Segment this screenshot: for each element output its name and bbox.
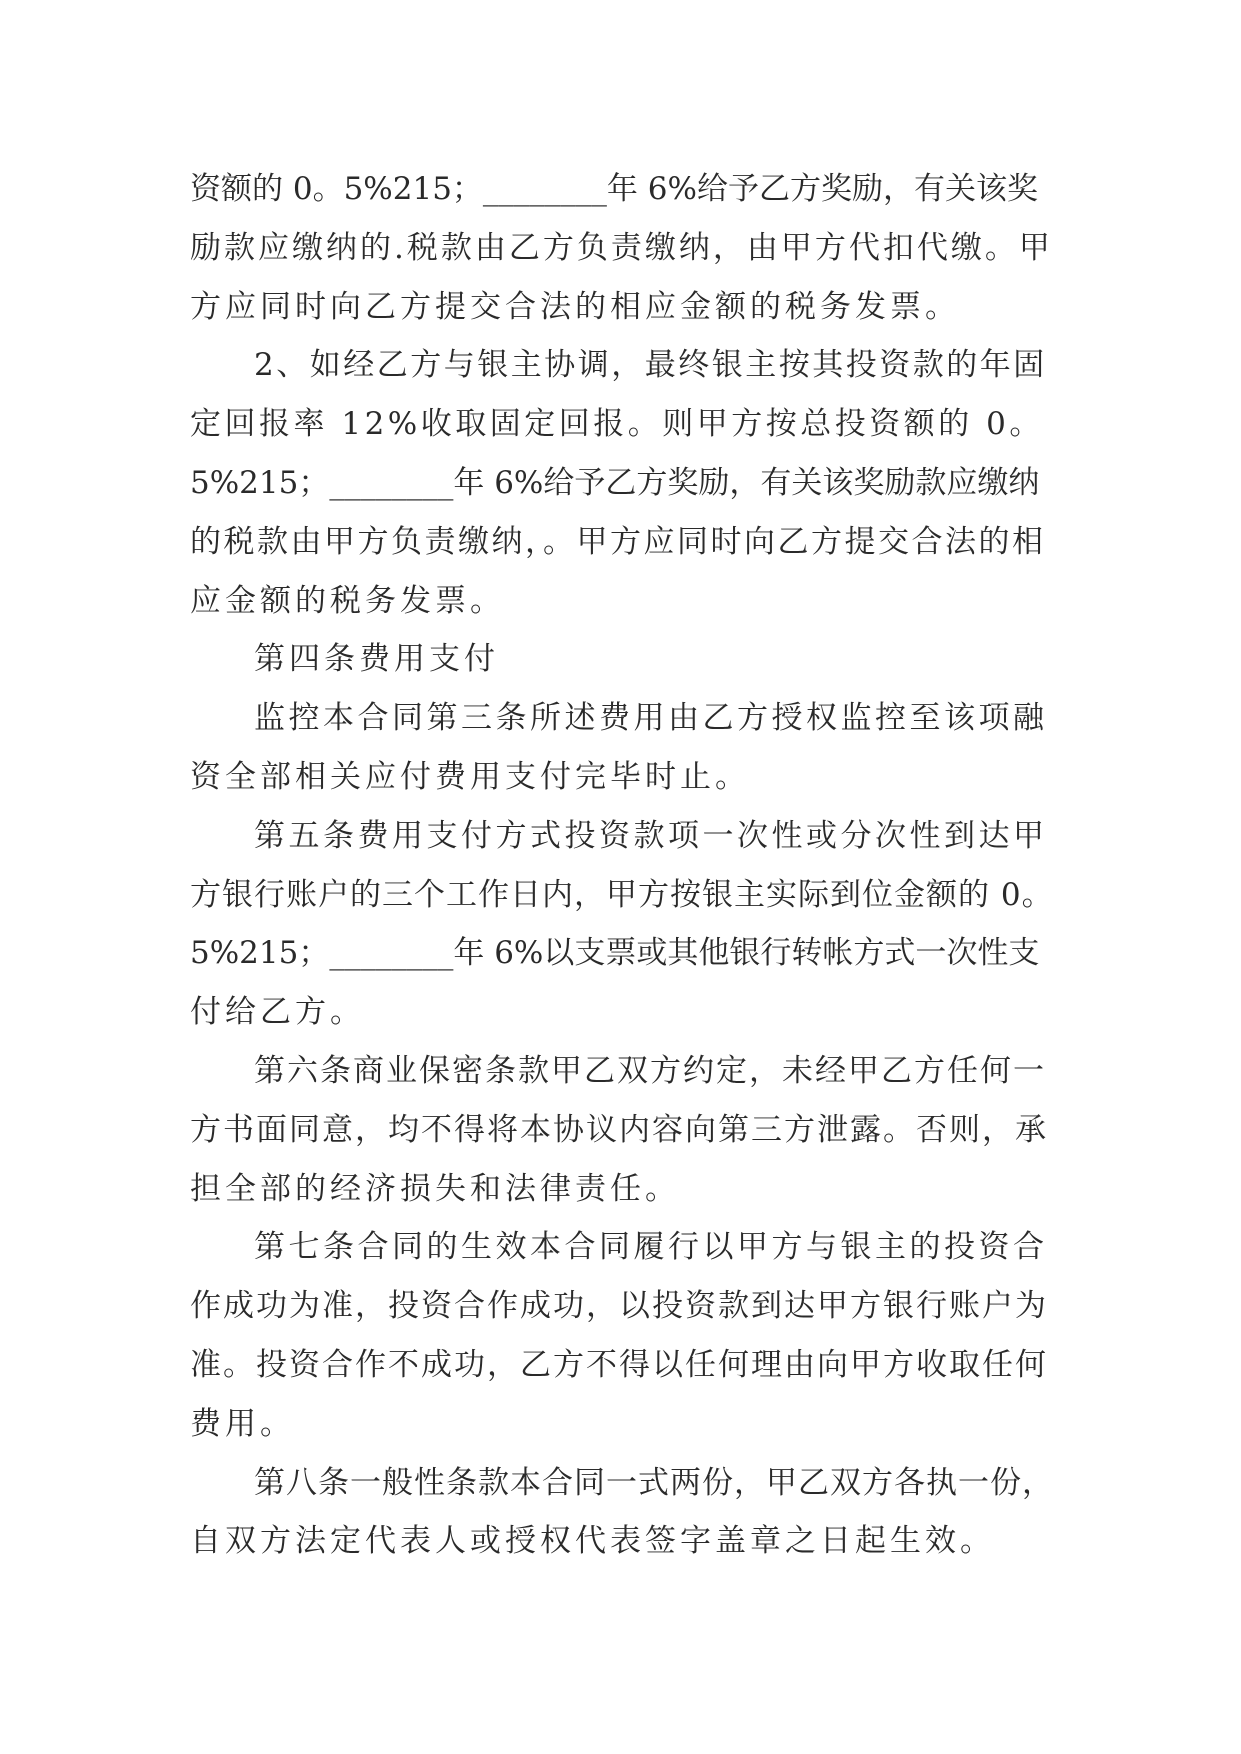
text-line: 励款应缴纳的.税款由乙方负责缴纳，由甲方代扣代缴。甲 — [190, 229, 1053, 266]
text-line: 方应同时向乙方提交合法的相应金额的税务发票。 — [190, 288, 960, 325]
text-line: 第五条费用支付方式投资款项一次性或分次性到达甲 — [254, 817, 1048, 854]
text-line: 的税款由甲方负责缴纳，。甲方应同时向乙方提交合法的相 — [190, 523, 1046, 560]
text-line: 资额的 0。5%215；________年 6%给予乙方奖励，有关该奖 — [190, 171, 1038, 207]
text-line: 自双方法定代表人或授权代表签字盖章之日起生效。 — [190, 1523, 995, 1560]
text-line: 费用。 — [190, 1405, 295, 1442]
text-line: 资全部相关应付费用支付完毕时止。 — [190, 758, 750, 795]
text-line: 担全部的经济损失和法律责任。 — [190, 1170, 680, 1207]
text-line: 第四条费用支付 — [254, 641, 499, 678]
text-line: 2、如经乙方与银主协调，最终银主按其投资款的年固 — [254, 347, 1047, 384]
text-line: 第六条商业保密条款甲乙双方约定，未经甲乙方任何一 — [254, 1052, 1046, 1089]
text-line: 方书面同意，均不得将本协议内容向第三方泄露。否则，承 — [190, 1111, 1048, 1148]
text-line: 5%215；________年 6%以支票或其他银行转帐方式一次性支 — [190, 935, 1040, 972]
text-line: 监控本合同第三条所述费用由乙方授权监控至该项融 — [254, 700, 1048, 737]
text-line: 应金额的税务发票。 — [190, 582, 505, 619]
text-line: 准。投资合作不成功，乙方不得以任何理由向甲方收取任何 — [190, 1346, 1048, 1383]
text-line: 作成功为准，投资合作成功，以投资款到达甲方银行账户为 — [190, 1288, 1048, 1325]
text-line: 第八条一般性条款本合同一式两份，甲乙双方各执一份， — [254, 1464, 1054, 1501]
text-line: 付给乙方。 — [190, 994, 365, 1031]
text-line: 第七条合同的生效本合同履行以甲方与银主的投资合 — [254, 1229, 1048, 1266]
text-line: 定回报率 12%收取固定回报。则甲方按总投资额的 0。 — [190, 406, 1044, 443]
text-line: 5%215；________年 6%给予乙方奖励，有关该奖励款应缴纳 — [190, 464, 1040, 501]
text-line: 方银行账户的三个工作日内，甲方按银主实际到位金额的 0。 — [190, 876, 1054, 913]
document-page — [190, 160, 1054, 1571]
